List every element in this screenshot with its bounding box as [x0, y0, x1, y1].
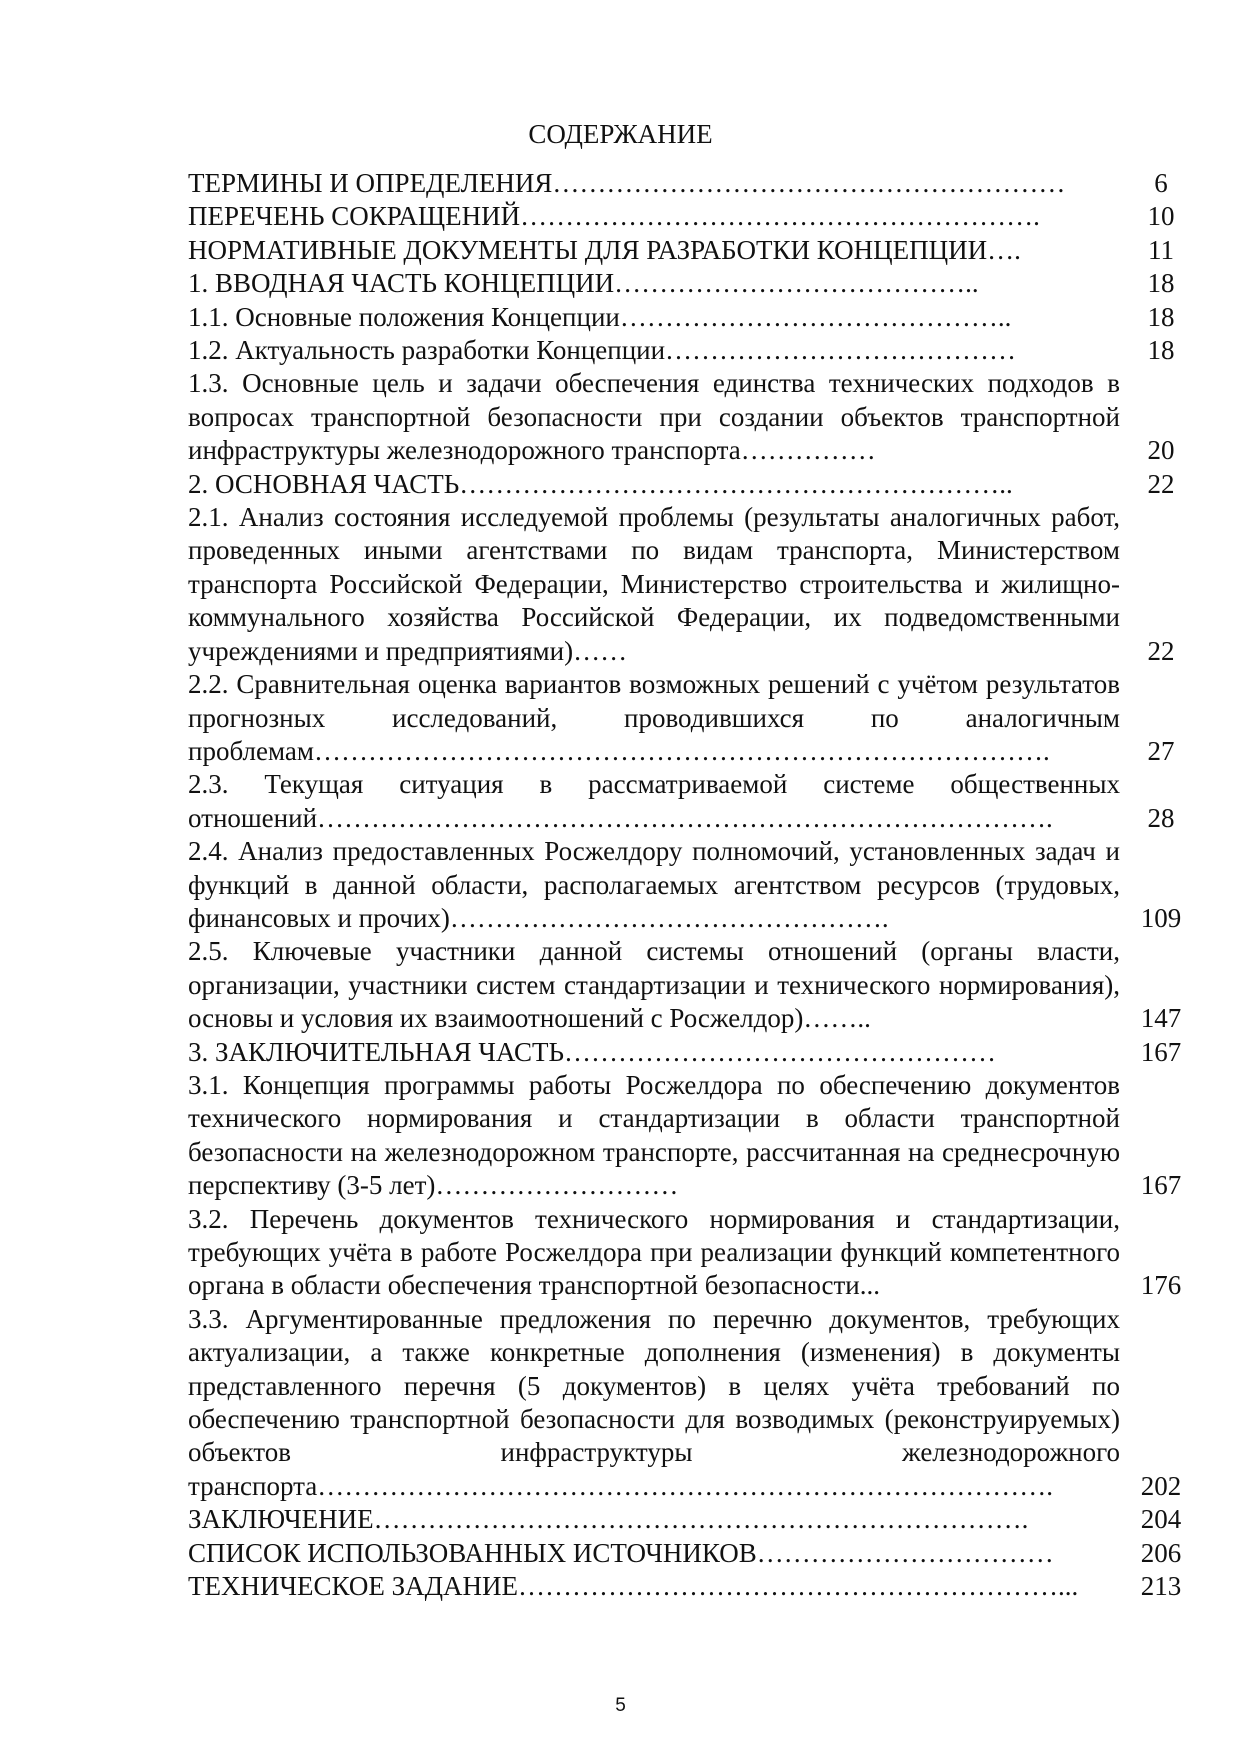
toc-entry[interactable] [188, 200, 1194, 233]
toc-entry[interactable] [188, 1203, 1194, 1303]
toc-entry[interactable] [188, 1537, 1194, 1570]
toc-entry-text: 3. ЗАКЛЮЧИТЕЛЬНАЯ ЧАСТЬ………………………………………… [188, 1036, 997, 1067]
toc-entry-page: 18 [1147, 335, 1175, 366]
toc-entry-page: 167 [1140, 1170, 1182, 1201]
toc-entry-page: 176 [1140, 1270, 1182, 1301]
toc-title: СОДЕРЖАНИЕ [528, 119, 713, 149]
toc-entry[interactable] [188, 501, 1194, 668]
toc-entry-page: 22 [1147, 468, 1175, 499]
toc-entry[interactable] [188, 334, 1194, 367]
toc-entry-page: 28 [1147, 802, 1175, 833]
toc-entry-page: 204 [1140, 1504, 1182, 1535]
toc-entry-text: 2.4. Анализ предоставленных Росжелдору полномочий, установленных задач и функций в данной области, располагаемых агентством ресурсов (трудовых, финансовых и прочих)…………………………………………. [188, 836, 1127, 933]
toc-entry-page: 10 [1147, 201, 1175, 232]
toc-entry-page: 109 [1140, 902, 1182, 933]
toc-entry[interactable] [188, 768, 1194, 835]
toc-entry[interactable] [188, 668, 1194, 768]
table-of-contents [188, 167, 1194, 1603]
toc-entry[interactable] [188, 234, 1194, 267]
toc-entry[interactable] [188, 167, 1194, 200]
toc-entry[interactable] [188, 1036, 1194, 1069]
toc-entry-page: 6 [1154, 168, 1168, 198]
toc-entry-text: 1. ВВОДНАЯ ЧАСТЬ КОНЦЕПЦИИ………………………………….. [188, 268, 979, 299]
toc-entry[interactable] [188, 301, 1194, 334]
toc-entry-text: 2.3. Текущая ситуация в рассматриваемой системе общественных отношений………………………………………………………………………. [188, 769, 1127, 833]
toc-entry-text: 3.3. Аргументированные предложения по перечню документов, требующих актуализации, а также конкретные дополнения (изменения) в документы представленного перечня (5 документов) в целях учёта требований по обеспечению транспортной безопасности для возводимых (реконструируемых) объектов инфраструктуры железнодорожного транспорта………………………………………………………………………. [188, 1303, 1127, 1501]
toc-entry-text: 1.2. Актуальность разработки Концепции………………………………… [188, 335, 1017, 366]
toc-entry-page: 18 [1147, 268, 1175, 299]
toc-entry-page: 22 [1147, 635, 1175, 666]
toc-entry-page: 11 [1148, 234, 1174, 265]
toc-entry-text: 2.5. Ключевые участники данной системы отношений (органы власти, организации, участники систем стандартизации и технического нормирования), основы и условия их взаимоотношений с Росжелдор)…….. [188, 936, 1127, 1034]
toc-entry-page: 206 [1140, 1537, 1182, 1568]
toc-entry-text: 2.2. Сравнительная оценка вариантов возможных решений с учётом результатов прогнозных исследований, проводившихся по аналогичным проблемам………………………………………………………………………. [188, 669, 1127, 766]
toc-entry-text: 3.2. Перечень документов технического нормирования и стандартизации, требующих учёта в работе Росжелдора при реализации функций компетентного органа в области обеспечения транспортной безопасности... [188, 1203, 1127, 1301]
toc-entry-text: 2. ОСНОВНАЯ ЧАСТЬ…………………………………………………….. [188, 468, 1013, 499]
toc-entry[interactable] [188, 1503, 1194, 1536]
toc-entry-text: ТЕРМИНЫ И ОПРЕДЕЛЕНИЯ………………………………………………… [188, 168, 1066, 198]
toc-entry[interactable] [188, 835, 1194, 935]
toc-entry-text: 2.1. Анализ состояния исследуемой проблемы (результаты аналогичных работ, проведенных иными агентствами по видам транспорта, Министерством транспорта Российской Федерации, Министерство строительства и жилищно-коммунального хозяйства Российской Федерации, их подведомственными учреждениями и предприятиями)…… [188, 502, 1127, 666]
toc-entry-text: НОРМАТИВНЫЕ ДОКУМЕНТЫ ДЛЯ РАЗРАБОТКИ КОНЦЕПЦИИ…. [188, 234, 1021, 265]
toc-entry-text: 1.1. Основные положения Концепции…………………………………….. [188, 301, 1012, 332]
toc-entry-page: 202 [1140, 1470, 1182, 1501]
toc-entry[interactable] [188, 1069, 1194, 1203]
toc-entry-text: СПИСОК ИСПОЛЬЗОВАННЫХ ИСТОЧНИКОВ…………………………… [188, 1537, 1054, 1568]
toc-entry-text: ЗАКЛЮЧЕНИЕ………………………………………………………………. [188, 1504, 1029, 1535]
toc-entry-text: 3.1. Концепция программы работы Росжелдора по обеспечению документов технического нормирования и стандартизации в области транспортной безопасности на железнодорожном транспорте, рассчитанная на среднесрочную перспективу (3-5 лет)……………………… [188, 1069, 1127, 1201]
toc-entry-page: 147 [1140, 1003, 1182, 1034]
toc-entry-page: 20 [1147, 435, 1175, 466]
toc-entry-page: 167 [1140, 1036, 1182, 1067]
toc-entry[interactable] [188, 1570, 1194, 1603]
toc-entry[interactable] [188, 468, 1194, 501]
toc-entry-text: ТЕХНИЧЕСКОЕ ЗАДАНИЕ……………………………………………………... [188, 1571, 1079, 1602]
toc-entry-page: 27 [1147, 735, 1175, 766]
toc-entry[interactable] [188, 935, 1194, 1035]
page-number: 5 [615, 1695, 626, 1716]
toc-entry[interactable] [188, 367, 1194, 467]
toc-entry-text: ПЕРЕЧЕНЬ СОКРАЩЕНИЙ…………………………………………………. [188, 201, 1040, 232]
toc-entry-page: 213 [1140, 1571, 1182, 1602]
toc-entry-text: 1.3. Основные цель и задачи обеспечения единства технических подходов в вопросах транспортной безопасности при создании объектов транспортной инфраструктуры железнодорожного транспорта…………… [188, 368, 1127, 466]
toc-entry-page: 18 [1147, 301, 1175, 332]
toc-entry[interactable] [188, 1303, 1194, 1503]
toc-entry[interactable] [188, 267, 1194, 300]
